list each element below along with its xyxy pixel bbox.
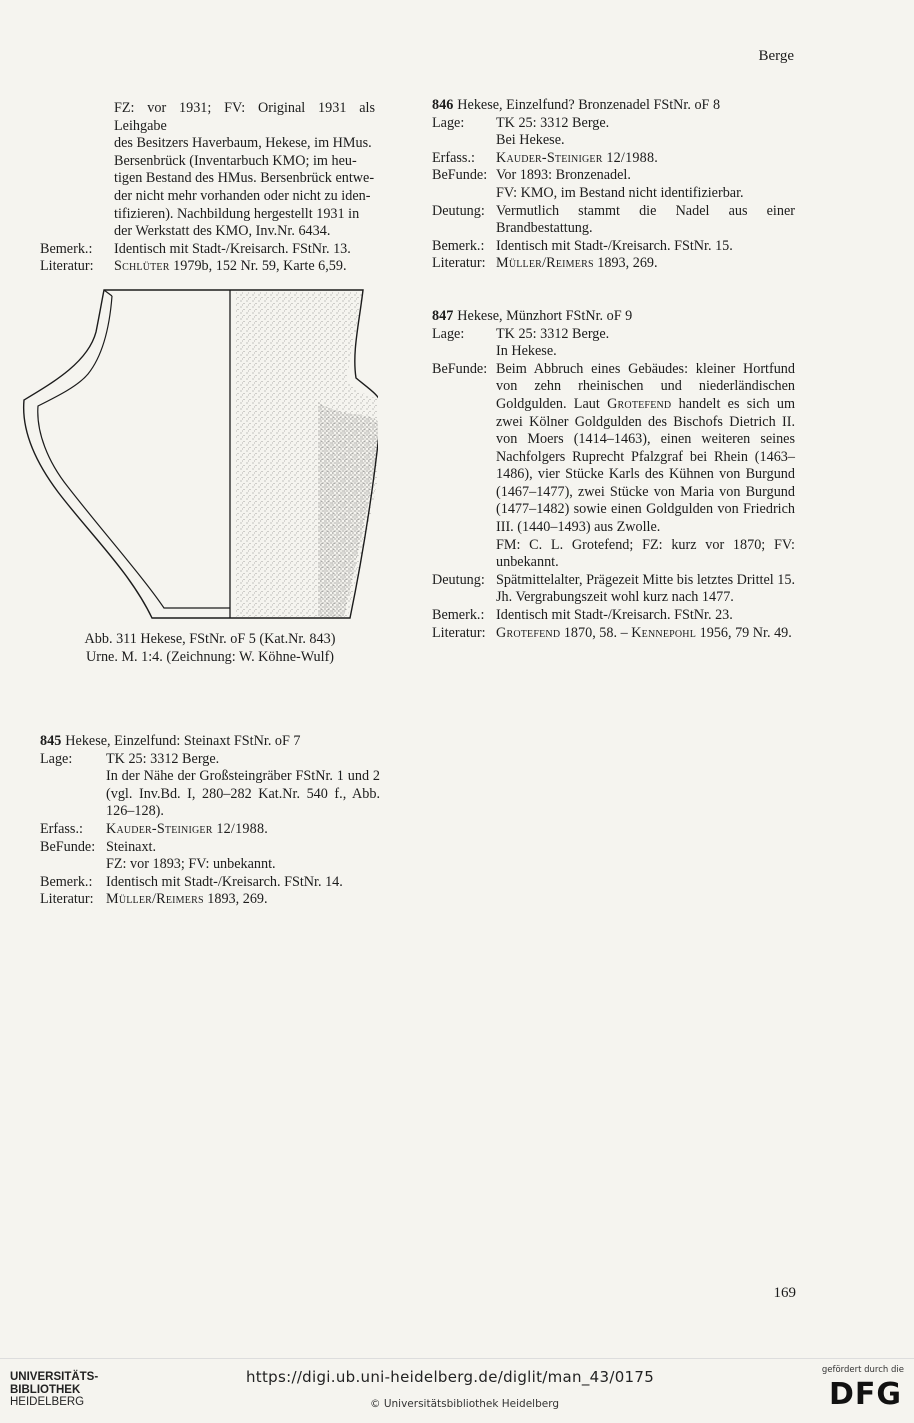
dfg-funding-note: gefördert durch die: [821, 1365, 904, 1375]
entry-847: 847 Hekese, Münzhort FStNr. oF 9 Lage: TK 25: 3312 Berge. In Hekese. BeFunde: Beim Abbruch eines Gebäudes: kleiner Hortfund von zehn rheinischen und niederländischen Goldgulden. Laut Grotefend handelt es sich um zwei Kölner Goldgulden des Bischofs Dietrich II. von Moers (1414–1463), einen weiteren seines Nachfolgers Ruprecht Pfalzgraf bei Rhein (1463–1486), vier Stücke Karls des Kühnen von Burgund (1467–1477), zwei Stücke von Maria von Burgund (1477–1482) sowie einen Goldgulden von Friedrich III. (1440–1493) aus Zwolle. FM: C. L. Grotefend; FZ: kurz vor 1870; FV: unbekannt. Deutung: Spätmittelalter, Prägezeit Mitte bis letztes Drittel 15. Jh. Vergrabungszeit wohl kurz nach 1477. Bemerk.: Identisch mit Stadt-/Kreisarch. FStNr. 23. Literatur: Grotefend 1870, 58. – Kennepohl 1956, 79 Nr. 49.: [432, 307, 795, 641]
continuation-paragraph: FZ: vor 1931; FV: Original 1931 als Leihgabe des Besitzers Haverbaum, Hekese, im HMus. Bersenbrück (Inventarbuch KMO; im heu- tigen Bestand des HMus. Bersenbrück entwe- der nicht mehr vorhanden oder nicht zu iden- tifizieren). Nachbildung hergestellt 1931 in der Werkstatt des KMO, Inv.Nr. 6434.: [114, 100, 375, 240]
entry-845-heading: 845 Hekese, Einzelfund: Steinaxt FStNr. oF 7: [40, 733, 301, 749]
viewer-footer: [0, 1358, 914, 1423]
ub-heidelberg-logo[interactable]: UNIVERSITÄTS- BIBLIOTHEK HEIDELBERG: [10, 1371, 99, 1408]
copyright-notice: © Universitätsbibliothek Heidelberg: [370, 1398, 560, 1410]
urn-drawing: [18, 282, 378, 627]
left-column-continuation: [40, 100, 375, 276]
entry-847-heading: 847 Hekese, Münzhort FStNr. oF 9: [432, 307, 633, 324]
right-column: [432, 97, 795, 642]
running-header: Berge: [758, 48, 794, 64]
entry-846-heading: 846 Hekese, Einzelfund? Bronzenadel FStNr. oF 8: [432, 97, 721, 113]
entry-846: 846 Hekese, Einzelfund? Bronzenadel FStNr. oF 8 Lage: TK 25: 3312 Berge. Bei Hekese. Erfass.: Kauder-Steiniger 12/1988. BeFunde: Vor 1893: Bronzenadel. FV: KMO, im Bestand nicht identifizierbar. Deutung: Vermutlich stammt die Nadel aus einer Brandbestattung. Bemerk.: Identisch mit Stadt-/Kreisarch. FStNr. 15. Literatur: Müller/Reimers 1893, 269.: [432, 97, 795, 272]
dfg-logo[interactable]: DFG: [828, 1377, 902, 1412]
urn-rim: [104, 290, 112, 296]
urn-inner-wall: [38, 296, 230, 608]
permalink-url[interactable]: https://digi.ub.uni-heidelberg.de/diglit/man_43/0175: [246, 1368, 655, 1386]
entry-845: 845 Hekese, Einzelfund: Steinaxt FStNr. oF 7 Lage: TK 25: 3312 Berge. In der Nähe der Großsteingräber FStNr. 1 und 2 (vgl. Inv.Bd. I, 280–282 Kat.Nr. 540 f., Abb. 126–128). Erfass.: Kauder-Steiniger 12/1988. BeFunde: Steinaxt. FZ: vor 1893; FV: unbekannt. Bemerk.: Identisch mit Stadt-/Kreisarch. FStNr. 14. Literatur: Müller/Reimers 1893, 269.: [40, 733, 380, 908]
literatur-row: Literatur: Schlüter 1979b, 152 Nr. 59, Karte 6,59.: [40, 258, 347, 275]
page-number: 169: [773, 1285, 796, 1301]
figure-caption: Abb. 311 Hekese, FStNr. oF 5 (Kat.Nr. 843) Urne. M. 1:4. (Zeichnung: W. Köhne-Wulf): [84, 631, 336, 665]
bemerk-row: Bemerk.: Identisch mit Stadt-/Kreisarch. FStNr. 13.: [40, 240, 351, 257]
